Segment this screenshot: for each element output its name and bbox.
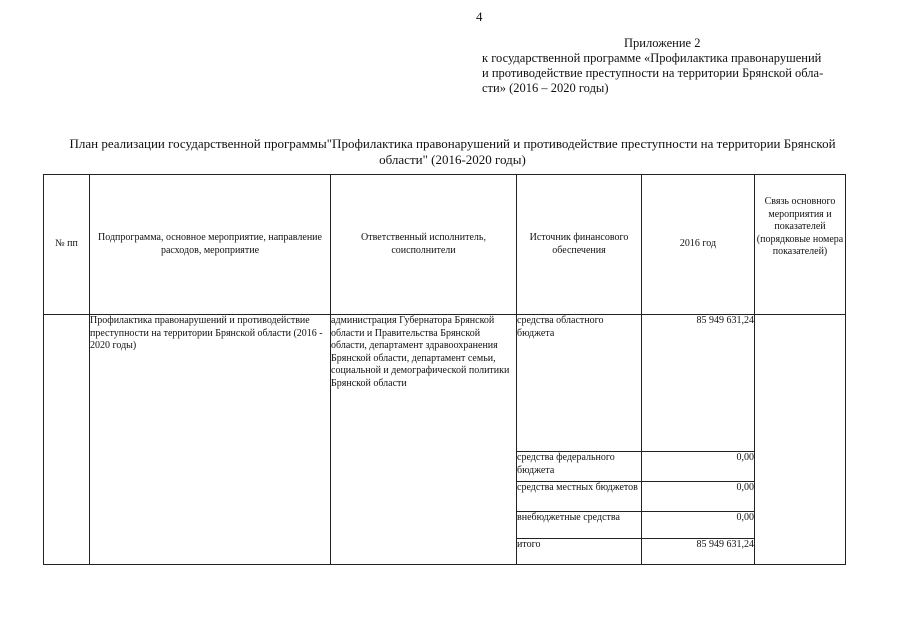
header-executor: Ответственный исполнитель, соисполнители	[331, 175, 517, 315]
plan-title-line: План реализации государственной программы"Профилактика правонарушений и противодействие преступности на территории Брянской	[69, 136, 836, 151]
annex-title: Приложение 2	[624, 36, 701, 50]
header-num: № пп	[44, 175, 90, 315]
annex-line: и противодействие преступности на территории Брянской обла-	[482, 66, 824, 80]
plan-title-line: области" (2016-2020 годы)	[379, 152, 526, 167]
header-subprogram: Подпрограмма, основное мероприятие, направление расходов, мероприятие	[90, 175, 331, 315]
header-source: Источник финансового обеспечения	[517, 175, 642, 315]
cell-source-total: итого	[517, 539, 642, 565]
cell-executor: администрация Губернатора Брянской области и Правительства Брянской области, департамент здравоохранения Брянской области, департамент семьи, социальной и демографической политики Брянской области	[331, 315, 517, 565]
cell-amount: 0,00	[642, 512, 755, 539]
cell-amount: 85 949 631,24	[642, 315, 755, 452]
plan-table	[43, 174, 846, 565]
plan-title	[40, 136, 865, 168]
table-header-row	[44, 175, 846, 315]
cell-link	[755, 315, 846, 565]
cell-source: внебюджетные средства	[517, 512, 642, 539]
table-row	[44, 315, 846, 452]
cell-amount: 0,00	[642, 452, 755, 482]
cell-amount: 0,00	[642, 482, 755, 512]
cell-source: средства федерального бюджета	[517, 452, 642, 482]
cell-subprogram: Профилактика правонарушений и противодействие преступности на территории Брянской области (2016 - 2020 годы)	[90, 315, 331, 565]
annex-line: к государственной программе «Профилактика правонарушений	[482, 51, 822, 65]
annex-header	[482, 36, 852, 96]
cell-source: средства областного бюджета	[517, 315, 642, 452]
cell-amount-total: 85 949 631,24	[642, 539, 755, 565]
annex-line: сти» (2016 – 2020 годы)	[482, 81, 609, 95]
header-link: Связь основного мероприятия и показателей (порядковые номера показателей)	[755, 175, 846, 315]
cell-source: средства местных бюджетов	[517, 482, 642, 512]
header-year: 2016 год	[642, 175, 755, 315]
page-number: 4	[476, 9, 483, 24]
cell-num	[44, 315, 90, 565]
